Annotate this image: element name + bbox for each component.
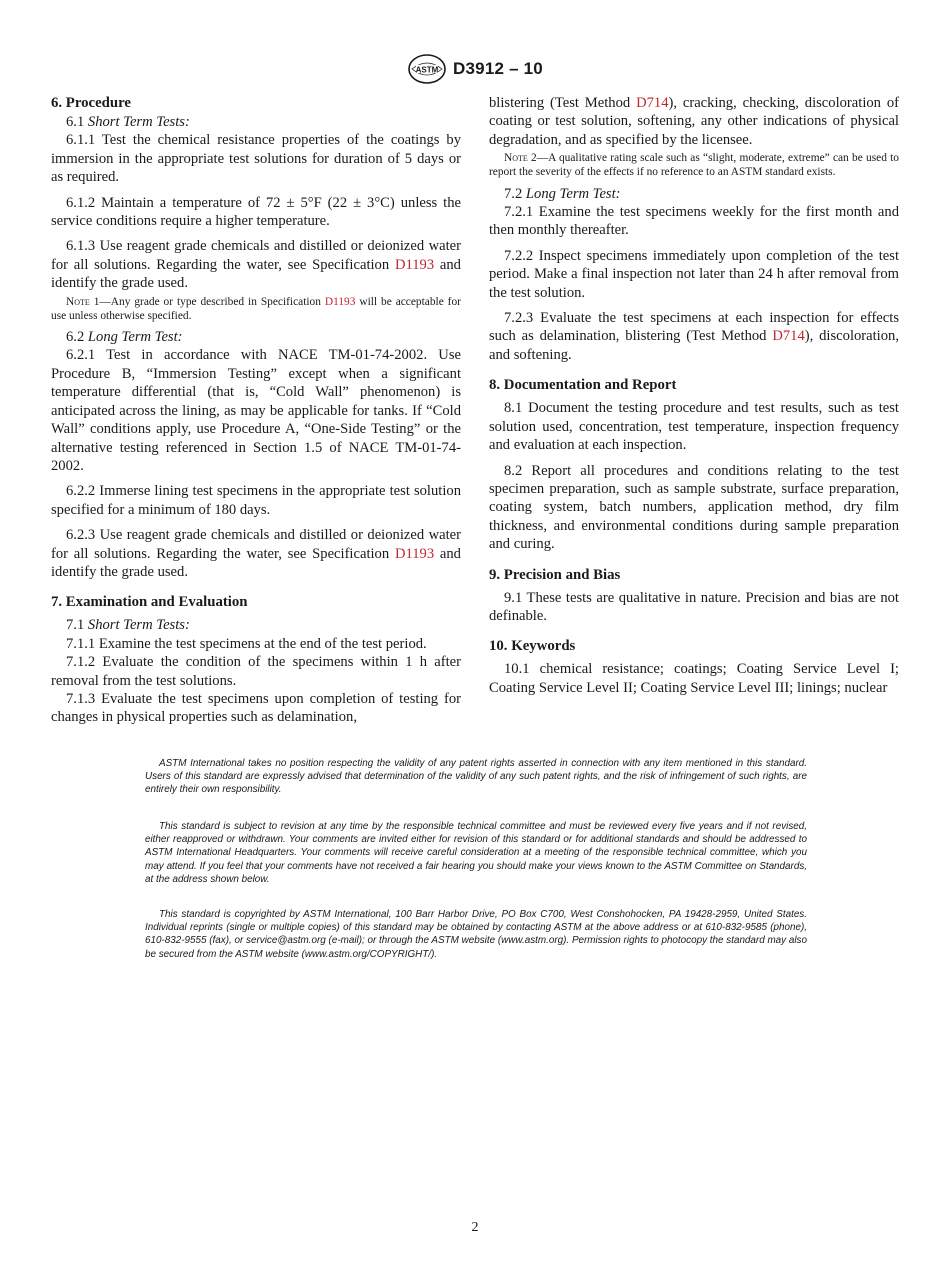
ref-link-d714[interactable]: D714 — [772, 328, 805, 345]
footer-notice-copyright: This standard is copyrighted by ASTM International, 100 Barr Harbor Drive, PO Box C700, West Conshohocken, PA 19428-2959, United States. Individual reprints (single or multiple copies) of this standard may be obtained by contacting ASTM at the above address or at 610-832-9585 (phone), 610-832-9555 (fax), or service@astm.org (e-mail); or through the ASTM website (www.astm.org). Permission rights to photocopy the standard may also be secured from the ASTM website (www.astm.org/COPYRIGHT/). — [145, 909, 807, 960]
ref-link-d714[interactable]: D714 — [636, 95, 669, 111]
para-10-1: 10.1 chemical resistance; coatings; Coating Service Level I; Coating Service Level II; Coating Service Level III; linings; nuclear — [489, 661, 899, 696]
subsection-title: Long Term Test: — [87, 329, 183, 346]
footer-notice-patent: ASTM International takes no position respecting the validity of any patent rights asserted in connection with any item mentioned in this standard. Users of this standard are expressly advised that determination of the validity of any such patent rights, and the risk of infringement of such rights, are entirely their own responsibility. — [145, 758, 807, 796]
para-7-1-2: 7.1.2 Evaluate the condition of the specimens within 1 h after removal from the test solutions. — [51, 654, 461, 689]
right-column — [489, 94, 899, 697]
para-6-2-3: 6.2.3 Use reagent grade chemicals and distilled or deionized water for all solutions. Regarding the water, see Specification D1193 and identify the grade used. — [51, 527, 461, 580]
section-9-title: 9. Precision and Bias — [489, 566, 621, 583]
para-8-2: 8.2 Report all procedures and conditions relating to the test specimen preparation, such as sample substrate, surface preparation, coating system, batch numbers, application method, dry film thickness, and environmental conditions during sample preparation and curing. — [489, 462, 899, 553]
subsection-title: Long Term Test: — [525, 185, 621, 202]
ref-link-d1193[interactable]: D1193 — [394, 545, 435, 562]
para-6-1-2: 6.1.2 Maintain a temperature of 72 ± 5°F (22 ± 3°C) unless the service conditions require a higher temperature. — [51, 194, 461, 230]
para-7-2-1: 7.2.1 Examine the test specimens weekly for the first month and then monthly thereafter. — [489, 204, 899, 239]
ref-link-d1193[interactable]: D1193 — [324, 295, 356, 308]
para-7-2-2: 7.2.2 Inspect specimens immediately upon completion of the test period. Make a final inspection not later than 24 h after removal from the test solution. — [489, 247, 899, 301]
para-6-2-2: 6.2.2 Immerse lining test specimens in the appropriate test solution specified for a minimum of 180 days. — [51, 483, 461, 518]
para-7-1: 7.1 Short Term Tests: — [66, 617, 190, 634]
para-7-2-3: 7.2.3 Evaluate the test specimens at each inspection for effects such as delamination, blistering (Test Method D714), discoloration, and softening. — [489, 310, 899, 363]
note-1: Note 1—Any grade or type described in Specification D1193 will be acceptable for use unless otherwise specified. — [51, 295, 461, 322]
subsection-title: Short Term Tests: — [87, 617, 190, 634]
section-6-title: 6. Procedure — [51, 95, 131, 111]
left-column — [51, 94, 461, 727]
para-6-1-1: 6.1.1 Test the chemical resistance properties of the coatings by immersion in the appropriate test solutions for duration of 5 days or as required. — [51, 132, 461, 186]
section-7-title: 7. Examination and Evaluation — [51, 594, 248, 611]
note-2: Note 2—A qualitative rating scale such as “slight, moderate, extreme” can be used to report the severity of the effects if no reference to an ASTM standard exists. — [489, 152, 900, 179]
section-10-title: 10. Keywords — [489, 638, 576, 655]
para-6-1-3: 6.1.3 Use reagent grade chemicals and distilled or deionized water for all solutions. Regarding the water, see Specification D1193 and identify the grade used. — [51, 238, 461, 292]
subsection-title: Short Term Tests: — [87, 114, 190, 130]
para-7-1-3-cont: blistering (Test Method D714), cracking, checking, discoloration of coating or test solution, softening, any other indications of physical degradation, and as specified by the licensee. — [489, 95, 899, 148]
para-6-1: 6.1 Short Term Tests: — [66, 114, 190, 130]
para-9-1: 9.1 These tests are qualitative in nature. Precision and bias are not definable. — [489, 589, 899, 624]
para-6-2: 6.2 Long Term Test: — [66, 329, 183, 346]
document-designation: D3912 – 10 — [453, 59, 543, 78]
para-7-1-1: 7.1.1 Examine the test specimens at the end of the test period. — [66, 635, 427, 652]
page-number: 2 — [471, 1220, 479, 1235]
footer-notice-revision: This standard is subject to revision at any time by the responsible technical committee and must be reviewed every five years and if not revised, either reapproved or withdrawn. Your comments are invited either for revision of this standard or for additional standards and should be addressed to ASTM International Headquarters. Your comments will receive careful consideration at a meeting of the responsible technical committee, which you may attend. If you feel that your comments have not received a fair hearing you should make your views known to the ASTM Committee on Standards, at the address shown below. — [145, 821, 807, 885]
para-7-1-3: 7.1.3 Evaluate the test specimens upon completion of testing for changes in physical properties such as delamination, — [51, 690, 461, 726]
page-header — [0, 52, 950, 86]
para-7-2: 7.2 Long Term Test: — [504, 185, 621, 202]
para-6-2-1: 6.2.1 Test in accordance with NACE TM-01-74-2002. Use Procedure B, “Immersion Testing” except when a significant temperature differential (that is, “Cold Wall” phenomenon) is anticipated across the lining, as may be applicable for tanks. If “Cold Wall” conditions apply, use Procedure A, “One-Side Testing” or the alternative testing referenced in Section 1.5 of NACE TM-01-74-2002. — [51, 347, 461, 474]
section-8-title: 8. Documentation and Report — [489, 377, 677, 394]
logo-text: ASTM — [415, 65, 439, 75]
astm-logo-icon — [407, 53, 447, 85]
ref-link-d1193[interactable]: D1193 — [394, 256, 435, 273]
para-8-1: 8.1 Document the testing procedure and test results, such as test solution used, concentration, test temperature, inspection frequency and evaluation at each inspection. — [489, 400, 899, 454]
